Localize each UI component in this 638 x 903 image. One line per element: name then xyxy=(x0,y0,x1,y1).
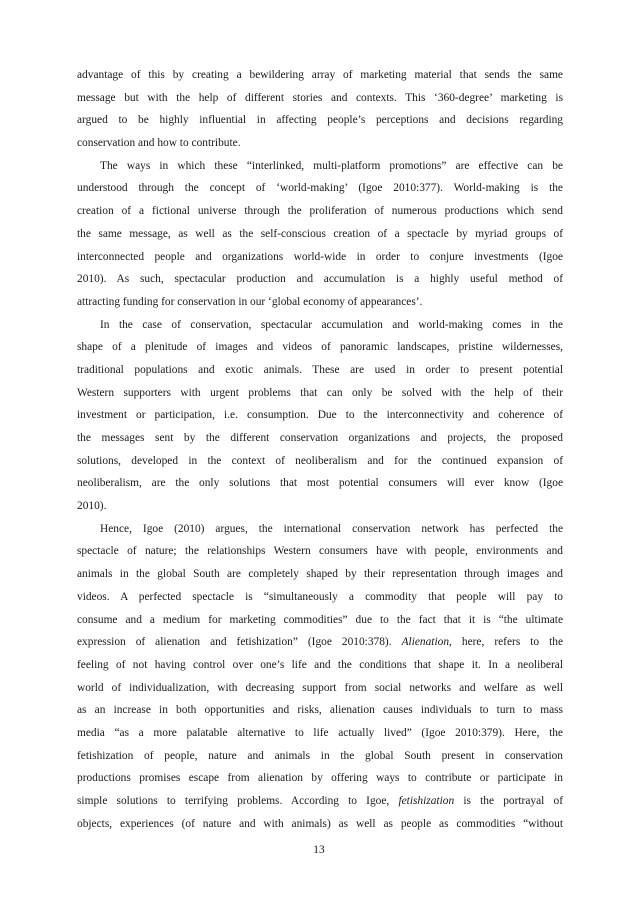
text-line: videos. A perfected spectacle is “simultaneously a commodity that people will pay to xyxy=(77,590,563,603)
text-line xyxy=(77,790,563,813)
text-line: attracting funding for conservation in our ‘global economy of appearances’. xyxy=(77,295,423,308)
text-line: spectacle of nature; the relationships Western consumers have with people, environments and xyxy=(77,545,563,558)
text-line: productions promises escape from alienation by offering ways to contribute or participate in xyxy=(77,772,563,785)
text-line: 2010). xyxy=(77,500,107,513)
page-number: 13 xyxy=(313,844,325,856)
text-line: traditional populations and exotic animals. These are used in order to present potential xyxy=(77,363,563,376)
text-line: The ways in which these “interlinked, multi-platform promotions” are effective can be xyxy=(100,159,563,172)
text-line: In the case of conservation, spectacular accumulation and world-making comes in the xyxy=(100,318,563,331)
text-line: investment or participation, i.e. consumption. Due to the interconnectivity and coherence of xyxy=(77,409,563,422)
text-line: as an increase in both opportunities and risks, alienation causes individuals to turn to mass xyxy=(77,704,563,717)
text-line: feeling of not having control over one’s life and the conditions that shape it. In a neoliberal xyxy=(77,658,563,671)
body-text xyxy=(77,64,563,835)
text-line: message but with the help of different stories and contexts. This ‘360-degree’ marketing is xyxy=(77,91,563,104)
text-line: conservation and how to contribute. xyxy=(77,137,241,150)
text-line: the same message, as well as the self-conscious creation of a spectacle by myriad groups of xyxy=(77,227,563,240)
text-line: Hence, Igoe (2010) argues, the international conservation network has perfected the xyxy=(100,522,563,535)
italic-term: Alienation xyxy=(401,636,450,649)
text-line: interconnected people and organizations world-wide in order to conjure investments (Igoe xyxy=(77,250,563,263)
text-segment: , here, refers to the xyxy=(449,636,564,649)
text-line: solutions, developed in the context of neoliberalism and for the continued expansion of xyxy=(77,454,563,467)
text-line: 2010). As such, spectacular production and accumulation is a highly useful method of xyxy=(77,273,563,286)
text-line: understood through the concept of ‘world-making’ (Igoe 2010:377). World-making is the xyxy=(77,182,563,195)
text-line: objects, experiences (of nature and with animals) as well as people as commodities “without xyxy=(77,817,563,830)
text-segment: simple solutions to terrifying problems. According to Igoe, xyxy=(77,795,399,807)
text-line: media “as a more palatable alternative to life actually lived” (Igoe 2010:379). Here, the xyxy=(77,726,563,739)
text-line: advantage of this by creating a bewildering array of marketing material that sends the same xyxy=(77,69,563,81)
text-line: neoliberalism, are the only solutions that most potential consumers will ever know (Igoe xyxy=(77,477,563,490)
text-line xyxy=(77,631,563,654)
text-line: argued to be highly influential in affecting people’s perceptions and decisions regarding xyxy=(77,114,563,127)
text-line: creation of a fictional universe through the proliferation of numerous productions which send xyxy=(77,205,563,218)
text-line: shape of a plenitude of images and videos of panoramic landscapes, pristine wildernesses, xyxy=(77,341,563,354)
text-line: world of individualization, with decreasing support from social networks and welfare as well xyxy=(77,681,563,694)
text-line: consume and a medium for marketing commodities” due to the fact that it is “the ultimate xyxy=(77,613,563,626)
text-line: the messages sent by the different conservation organizations and projects, the proposed xyxy=(77,432,563,444)
text-line: fetishization of people, nature and animals in the global South present in conservation xyxy=(77,749,563,762)
text-line: animals in the global South are completely shaped by their representation through images and xyxy=(77,568,563,581)
text-segment: is the portrayal of xyxy=(454,795,563,807)
text-line: Western supporters with urgent problems that can only be solved with the help of their xyxy=(77,386,563,399)
italic-term: fetishization xyxy=(398,795,455,807)
text-segment: expression of alienation and fetishization” (Igoe 2010:378). xyxy=(77,636,402,649)
